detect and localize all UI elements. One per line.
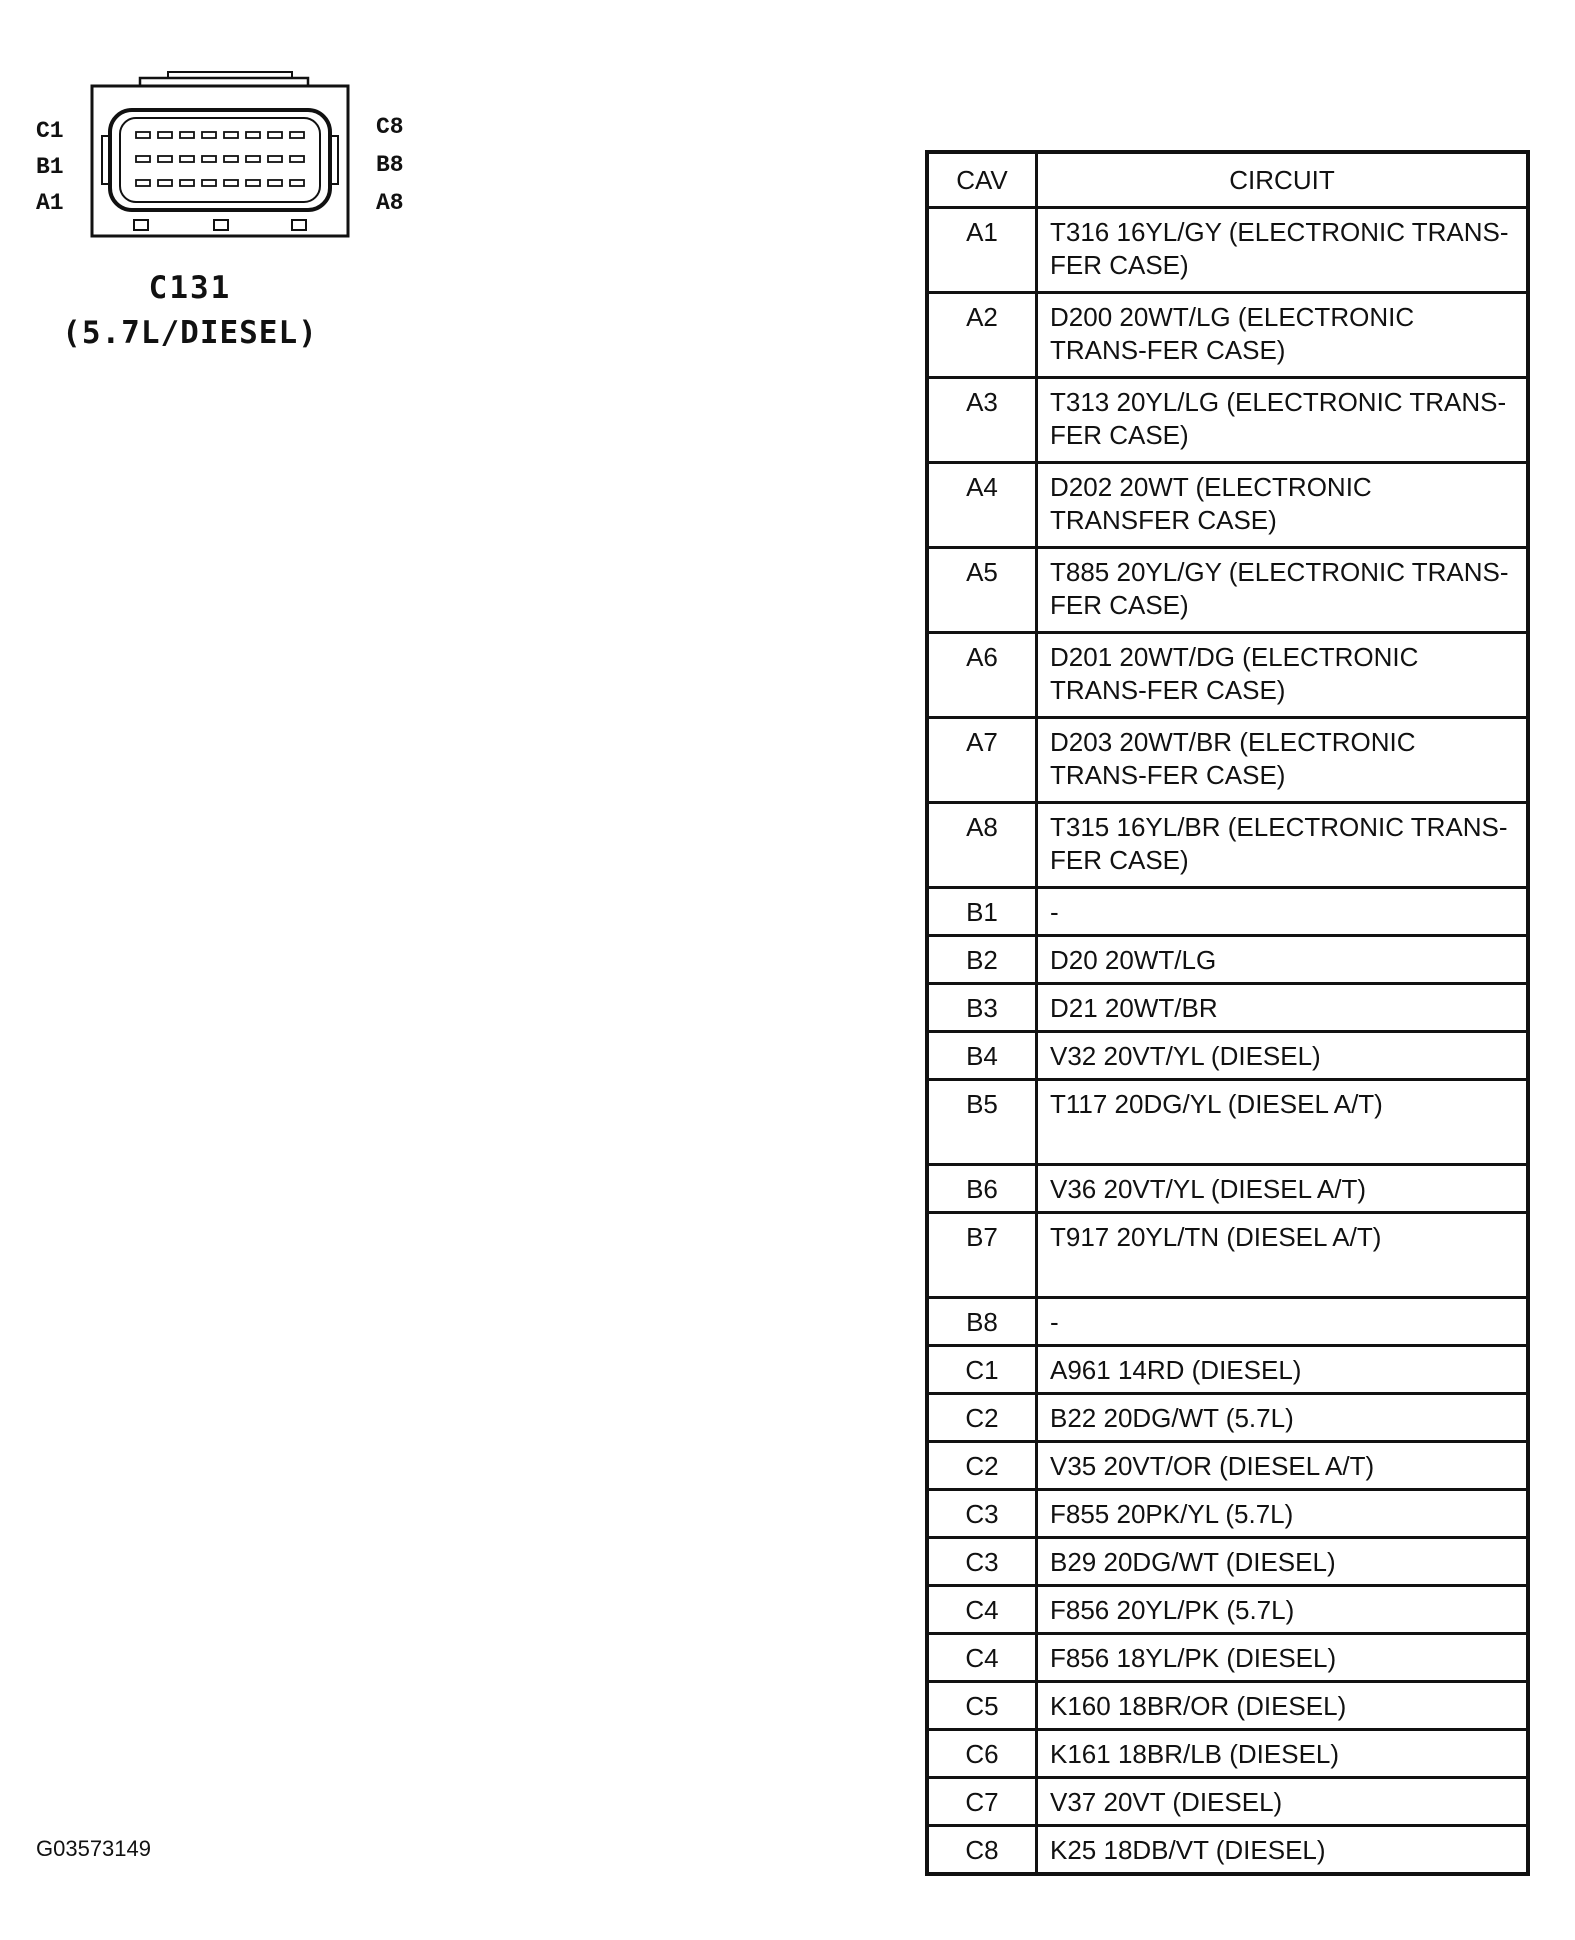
circuit-cell: D201 20WT/DG (ELECTRONIC TRANS-FER CASE)	[1037, 633, 1529, 718]
table-row	[927, 1778, 1528, 1826]
header-circuit: CIRCUIT	[1037, 152, 1529, 208]
table-row	[927, 1165, 1528, 1213]
table-row	[927, 1826, 1528, 1875]
cavity-cell: C7	[927, 1778, 1037, 1826]
table-row	[927, 463, 1528, 548]
cavity-circuit-table	[925, 150, 1530, 1876]
table-row	[927, 1634, 1528, 1682]
cavity-slot	[158, 180, 172, 186]
cavity-cell: A4	[927, 463, 1037, 548]
table-row	[927, 1346, 1528, 1394]
cavity-cell: A1	[927, 208, 1037, 293]
cavity-cell: C8	[927, 1826, 1037, 1875]
table-row	[927, 1080, 1528, 1165]
circuit-cell: -	[1037, 1298, 1529, 1346]
cavity-cell: C3	[927, 1538, 1037, 1586]
circuit-cell: T316 16YL/GY (ELECTRONIC TRANS-FER CASE)	[1037, 208, 1529, 293]
table-row	[927, 1298, 1528, 1346]
cavity-slot	[290, 180, 304, 186]
cavity-slot	[202, 156, 216, 162]
circuit-cell: V37 20VT (DIESEL)	[1037, 1778, 1529, 1826]
cavity-cell: A2	[927, 293, 1037, 378]
cavity-slot	[180, 132, 194, 138]
circuit-cell: K25 18DB/VT (DIESEL)	[1037, 1826, 1529, 1875]
cavity-cell: A5	[927, 548, 1037, 633]
table-row	[927, 1682, 1528, 1730]
circuit-cell: T313 20YL/LG (ELECTRONIC TRANS-FER CASE)	[1037, 378, 1529, 463]
circuit-cell: D20 20WT/LG	[1037, 936, 1529, 984]
circuit-cell: F856 20YL/PK (5.7L)	[1037, 1586, 1529, 1634]
cavity-slot	[202, 180, 216, 186]
cavity-slot	[290, 156, 304, 162]
circuit-cell: D21 20WT/BR	[1037, 984, 1529, 1032]
cavity-slot	[180, 156, 194, 162]
cavity-slot	[202, 132, 216, 138]
circuit-cell: V36 20VT/YL (DIESEL A/T)	[1037, 1165, 1529, 1213]
cavity-slot	[136, 156, 150, 162]
table-row	[927, 1586, 1528, 1634]
circuit-cell: D200 20WT/LG (ELECTRONIC TRANS-FER CASE)	[1037, 293, 1529, 378]
table-row	[927, 1032, 1528, 1080]
pin-label-c1: C1	[36, 118, 64, 144]
cavity-cell: A6	[927, 633, 1037, 718]
circuit-cell: -	[1037, 888, 1529, 936]
cavity-slot	[246, 180, 260, 186]
table-row	[927, 1490, 1528, 1538]
connector-face-diagram	[30, 70, 430, 270]
table-row	[927, 208, 1528, 293]
connector-figure	[30, 70, 430, 370]
cavity-cell: B4	[927, 1032, 1037, 1080]
table-row	[927, 984, 1528, 1032]
circuit-cell: T917 20YL/TN (DIESEL A/T)	[1037, 1213, 1529, 1298]
circuit-cell: T885 20YL/GY (ELECTRONIC TRANS-FER CASE)	[1037, 548, 1529, 633]
table-row	[927, 1730, 1528, 1778]
cavity-slot	[224, 180, 238, 186]
table-row	[927, 378, 1528, 463]
table-row	[927, 1394, 1528, 1442]
pin-label-a1: A1	[36, 190, 64, 216]
cavity-slot	[158, 156, 172, 162]
circuit-cell: T117 20DG/YL (DIESEL A/T)	[1037, 1080, 1529, 1165]
cavity-cell: B8	[927, 1298, 1037, 1346]
cavity-cell: C4	[927, 1586, 1037, 1634]
table-row	[927, 293, 1528, 378]
cavity-cell: B2	[927, 936, 1037, 984]
circuit-cell: V35 20VT/OR (DIESEL A/T)	[1037, 1442, 1529, 1490]
circuit-cell: V32 20VT/YL (DIESEL)	[1037, 1032, 1529, 1080]
cavity-cell: B6	[927, 1165, 1037, 1213]
cavity-cell: B3	[927, 984, 1037, 1032]
cavity-slot	[290, 132, 304, 138]
table-row	[927, 803, 1528, 888]
circuit-cell: A961 14RD (DIESEL)	[1037, 1346, 1529, 1394]
circuit-cell: K160 18BR/OR (DIESEL)	[1037, 1682, 1529, 1730]
cavity-cell: C3	[927, 1490, 1037, 1538]
cavity-slot	[136, 132, 150, 138]
cavity-cell: C1	[927, 1346, 1037, 1394]
table-row	[927, 1442, 1528, 1490]
table-header-row	[927, 152, 1528, 208]
circuit-cell: F855 20PK/YL (5.7L)	[1037, 1490, 1529, 1538]
cavity-slot	[268, 132, 282, 138]
cavity-slot	[246, 132, 260, 138]
cavity-cell: C4	[927, 1634, 1037, 1682]
pin-label-c8: C8	[376, 114, 404, 140]
cavity-cell: C6	[927, 1730, 1037, 1778]
circuit-cell: T315 16YL/BR (ELECTRONIC TRANS-FER CASE)	[1037, 803, 1529, 888]
cavity-table-body	[927, 208, 1528, 1875]
connector-variant: (5.7L/DIESEL)	[62, 315, 318, 351]
cavity-cell: C5	[927, 1682, 1037, 1730]
cavity-cell: A7	[927, 718, 1037, 803]
cavity-cell: B7	[927, 1213, 1037, 1298]
cavity-slot	[246, 156, 260, 162]
cavity-slot	[158, 132, 172, 138]
cavity-slot	[268, 180, 282, 186]
cavity-slot	[268, 156, 282, 162]
pin-label-b8: B8	[376, 152, 404, 178]
circuit-cell: D202 20WT (ELECTRONIC TRANSFER CASE)	[1037, 463, 1529, 548]
pin-label-a8: A8	[376, 190, 404, 216]
cavity-cell: B1	[927, 888, 1037, 936]
circuit-cell: B22 20DG/WT (5.7L)	[1037, 1394, 1529, 1442]
circuit-cell: D203 20WT/BR (ELECTRONIC TRANS-FER CASE)	[1037, 718, 1529, 803]
cavity-slot	[180, 180, 194, 186]
table-row	[927, 888, 1528, 936]
cavity-slot	[224, 156, 238, 162]
cavity-cell: C2	[927, 1442, 1037, 1490]
table-row	[927, 548, 1528, 633]
cavity-cell: A3	[927, 378, 1037, 463]
table-row	[927, 718, 1528, 803]
table-row	[927, 633, 1528, 718]
table-row	[927, 1538, 1528, 1586]
table-row	[927, 1213, 1528, 1298]
table-row	[927, 936, 1528, 984]
figure-id: G03573149	[36, 1836, 151, 1861]
circuit-cell: K161 18BR/LB (DIESEL)	[1037, 1730, 1529, 1778]
cavity-slot	[224, 132, 238, 138]
connector-name: C131	[148, 270, 232, 306]
cavity-slot	[136, 180, 150, 186]
cavity-cell: B5	[927, 1080, 1037, 1165]
cavity-cell: A8	[927, 803, 1037, 888]
pin-label-b1: B1	[36, 154, 64, 180]
circuit-cell: F856 18YL/PK (DIESEL)	[1037, 1634, 1529, 1682]
cavity-cell: C2	[927, 1394, 1037, 1442]
circuit-cell: B29 20DG/WT (DIESEL)	[1037, 1538, 1529, 1586]
header-cav: CAV	[927, 152, 1037, 208]
cavity-rows	[136, 132, 304, 186]
